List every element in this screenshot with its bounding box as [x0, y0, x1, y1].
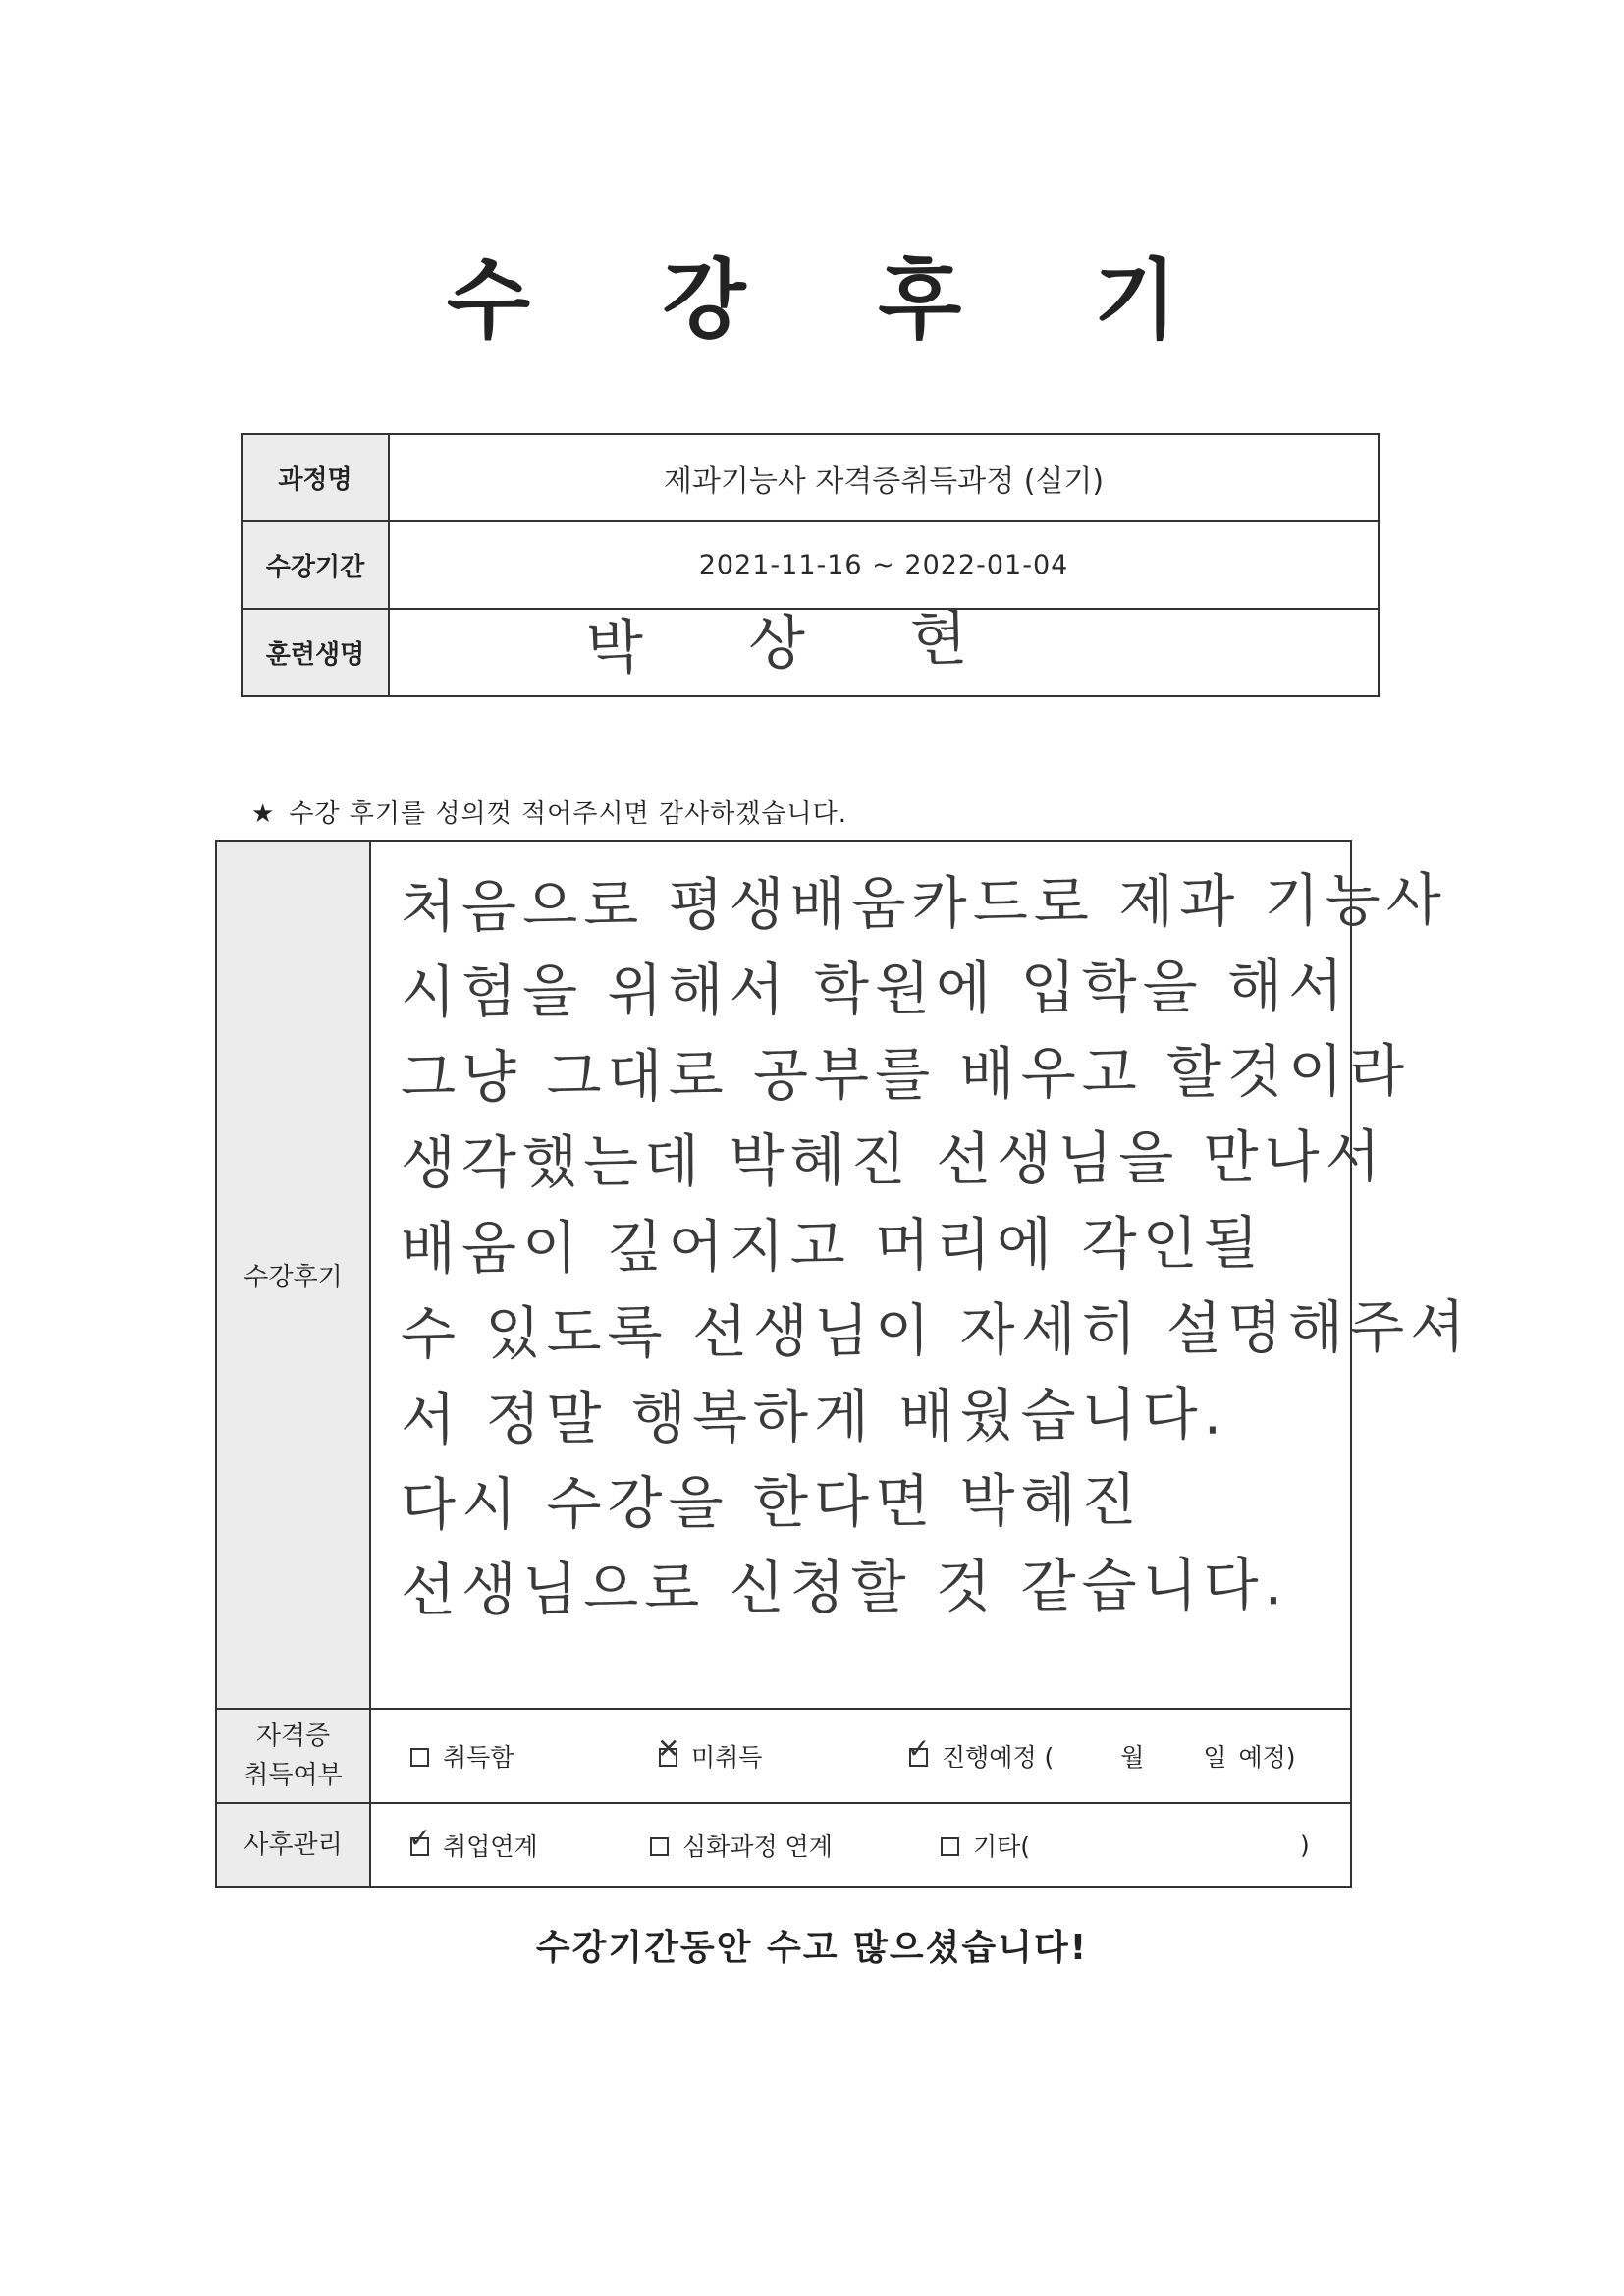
checkbox-planned[interactable]: [907, 1732, 931, 1767]
option-planned[interactable]: [907, 1732, 1296, 1774]
notice-text: 수강 후기를 성의껏 적어주시면 감사하겠습니다.: [289, 799, 847, 829]
review-line: 생각했는데 박혜진 선생님을 만나서: [400, 1122, 1386, 1197]
closing-message: 수강기간동안 수고 많으셨습니다!: [535, 1928, 1089, 1968]
review-line: 시험을 위해서 학원에 입학을 해서: [400, 952, 1350, 1026]
star-icon: ★: [251, 799, 276, 829]
option-not-acquired-label: 미취득: [691, 1743, 763, 1772]
review-line: 선생님으로 신청할 것 같습니다.: [400, 1551, 1289, 1624]
other-close-paren: ): [1300, 1831, 1310, 1860]
option-planned-label: 진행예정 (: [942, 1743, 1055, 1772]
option-other[interactable]: [941, 1828, 1030, 1863]
certification-label: [216, 1709, 370, 1803]
review-row: [216, 841, 1351, 1709]
course-row: [242, 434, 1379, 521]
period-label: 수강기간: [242, 521, 389, 609]
option-acquired[interactable]: [410, 1738, 514, 1774]
review-line: 처음으로 평생배움카드로 제과 기능사: [400, 866, 1447, 941]
planned-day: 일: [1203, 1743, 1227, 1772]
course-info-table: [241, 433, 1380, 697]
option-advanced-course[interactable]: [650, 1828, 833, 1863]
certification-label-line1: 자격증: [255, 1722, 331, 1751]
review-line: 배움이 깊어지고 머리에 각인될: [400, 1209, 1265, 1283]
trainee-signature: 박 상 현: [585, 603, 1012, 683]
period-value: 2021-11-16 ~ 2022-01-04: [389, 521, 1379, 609]
option-job-link[interactable]: [408, 1822, 538, 1863]
handwritten-review: [400, 861, 1472, 1630]
certification-options: [370, 1709, 1351, 1803]
trainee-signature-cell: [389, 603, 1379, 696]
review-label: 수강후기: [216, 841, 370, 1709]
check-mark-icon: ✓: [408, 1822, 432, 1854]
trainee-row: [242, 609, 1379, 696]
notice: [251, 793, 847, 830]
check-mark-icon: ✕: [657, 1732, 680, 1765]
option-not-acquired[interactable]: [657, 1732, 763, 1774]
checkbox-other[interactable]: [941, 1837, 959, 1856]
option-job-link-label: 취업연계: [443, 1832, 538, 1861]
review-text-area: [370, 841, 1472, 1709]
checkbox-job-link[interactable]: [408, 1822, 432, 1856]
trainee-label: 훈련생명: [242, 609, 389, 696]
certification-row: [216, 1709, 1351, 1803]
course-label: 과정명: [242, 434, 389, 521]
followup-options: [370, 1803, 1351, 1887]
review-table: [215, 840, 1472, 1888]
course-value: 제과기능사 자격증취득과정 (실기): [389, 434, 1379, 521]
option-advanced-course-label: 심화과정 연계: [682, 1832, 833, 1861]
followup-label: 사후관리: [216, 1803, 370, 1887]
planned-month: 월: [1120, 1743, 1145, 1772]
checkbox-advanced-course[interactable]: [650, 1837, 669, 1856]
checkbox-not-acquired[interactable]: [657, 1732, 680, 1767]
option-acquired-label: 취득함: [443, 1743, 514, 1772]
check-mark-icon: ✓: [907, 1732, 931, 1765]
option-other-label: 기타(: [973, 1832, 1031, 1861]
planned-suffix: 예정): [1238, 1743, 1296, 1772]
review-line: 다시 수강을 한다면 박혜진: [400, 1466, 1143, 1539]
page-title: 수 강 후 기: [447, 249, 1228, 351]
certification-label-line2: 취득여부: [244, 1761, 343, 1790]
followup-row: [216, 1803, 1351, 1887]
review-line: 서 정말 행복하게 배웠습니다.: [400, 1380, 1228, 1453]
review-line: 그냥 그대로 공부를 배우고 할것이라: [400, 1037, 1411, 1112]
checkbox-acquired[interactable]: [410, 1748, 429, 1767]
review-line: 수 있도록 선생님이 자세히 설명해주셔: [400, 1292, 1472, 1368]
